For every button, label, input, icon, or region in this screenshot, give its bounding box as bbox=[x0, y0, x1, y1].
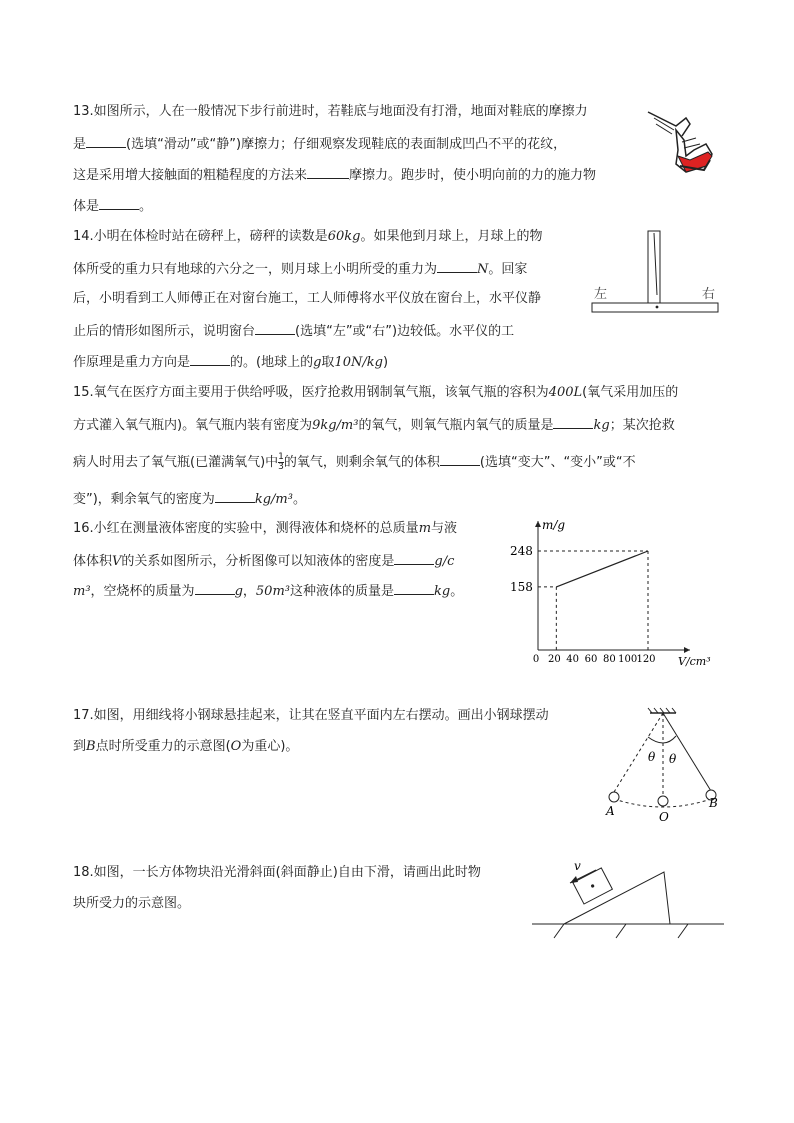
y-axis-label: m/g bbox=[542, 518, 566, 532]
x-axis-label: V/cm³ bbox=[678, 655, 711, 668]
q15-line4: 变”)，剩余氧气的密度为 kg/m³。 bbox=[73, 489, 306, 509]
ball-A bbox=[609, 792, 619, 802]
x-tick-label: 100 bbox=[618, 654, 638, 665]
label-B: B bbox=[709, 796, 718, 810]
q13-line1: 13.如图所示，人在一般情况下步行前进时，若鞋底与地面没有打滑，地面对鞋底的摩擦力 bbox=[73, 104, 588, 119]
q14-line1: 14.小明在体检时站在磅秤上，磅秤的读数是60kg。如果他到月球上，月球上的物 bbox=[73, 229, 543, 244]
x-tick-label: 80 bbox=[602, 654, 616, 665]
q16-line3: m³，空烧杯的质量为 g，50m³这种液体的质量是 kg。 bbox=[73, 581, 463, 601]
velocity-label: v bbox=[574, 860, 581, 873]
q18-line1: 18.如图，一长方体物块沿光滑斜面(斜面静止)自由下滑，请画出此时物 bbox=[73, 865, 481, 880]
left-label: 左 bbox=[594, 287, 608, 302]
q18-line2: 块所受力的示意图。 bbox=[73, 896, 191, 911]
incline-figure bbox=[530, 860, 726, 942]
y-tick-label: 248 bbox=[510, 544, 533, 558]
q14-line5: 作原理是重力方向是 的。(地球上的g取10N/kg) bbox=[73, 352, 388, 372]
q15-line3: 病人时用去了氧气瓶(已灌满氧气)中 $\frac{1}{3}$ 的氧气，则剩余氧气的体积 (选填“变大”、“变小”或“不 bbox=[73, 452, 636, 472]
q13-line3: 这是采用增大接触面的粗糙程度的方法来 摩擦力。跑步时，使小明向前的力的施力物 bbox=[73, 165, 596, 185]
label-A: A bbox=[606, 804, 615, 818]
label-O: O bbox=[659, 810, 669, 824]
x-tick-label: 40 bbox=[566, 654, 580, 665]
level-figure bbox=[590, 225, 722, 317]
q13-line2: 是 (选填“滑动”或“静”)摩擦力；仔细观察发现鞋底的表面制成凹凸不平的花纹， bbox=[73, 134, 566, 154]
mass-volume-chart bbox=[500, 515, 726, 670]
data-line bbox=[556, 551, 648, 587]
pendulum-figure bbox=[598, 705, 728, 825]
q15-line1: 15.氧气在医疗方面主要用于供给呼吸，医疗抢救用钢制氧气瓶，该氧气瓶的容积为400L(氧气采用加压的 bbox=[73, 385, 679, 400]
x-tick-label: 20 bbox=[547, 654, 561, 665]
shoe-figure bbox=[646, 100, 718, 178]
q16-line1: 16.小红在测量液体密度的实验中，测得液体和烧杯的总质量m与液 bbox=[73, 521, 458, 536]
q14-line2: 体所受的重力只有地球的六分之一，则月球上小明所受的重力为 N。回家 bbox=[73, 259, 527, 279]
q13-line4: 体是 。 bbox=[73, 196, 152, 216]
theta-left: θ bbox=[648, 750, 656, 764]
x-tick-label: 120 bbox=[636, 654, 656, 665]
q14-line3: 后，小明看到工人师傅正在对窗台施工，工人师傅将水平仪放在窗台上，水平仪静 bbox=[73, 291, 542, 306]
theta-right: θ bbox=[669, 752, 677, 766]
q15-line2: 方式灌入氧气瓶内)。氧气瓶内装有密度为9kg/m³的氧气，则氧气瓶内氧气的质量是 kg；某次抢救 bbox=[73, 415, 675, 435]
q14-line4: 止后的情形如图所示，说明窗台 (选填“左”或“右”)边较低。水平仪的工 bbox=[73, 321, 514, 341]
x-tick-label: 0 bbox=[532, 654, 540, 665]
q16-line2: 体体积V的关系如图所示，分析图像可以知液体的密度是 g/c bbox=[73, 551, 454, 571]
right-label: 右 bbox=[702, 287, 716, 302]
one-third-fraction: $\frac{1}{3}$ bbox=[278, 452, 284, 472]
q17-line2: 到B点时所受重力的示意图(O为重心)。 bbox=[73, 739, 299, 754]
ball-O bbox=[658, 796, 668, 806]
q17-line1: 17.如图，用细线将小钢球悬挂起来，让其在竖直平面内左右摆动。画出小钢球摆动 bbox=[73, 708, 549, 723]
y-tick-label: 158 bbox=[510, 579, 533, 594]
x-tick-label: 60 bbox=[584, 654, 598, 665]
